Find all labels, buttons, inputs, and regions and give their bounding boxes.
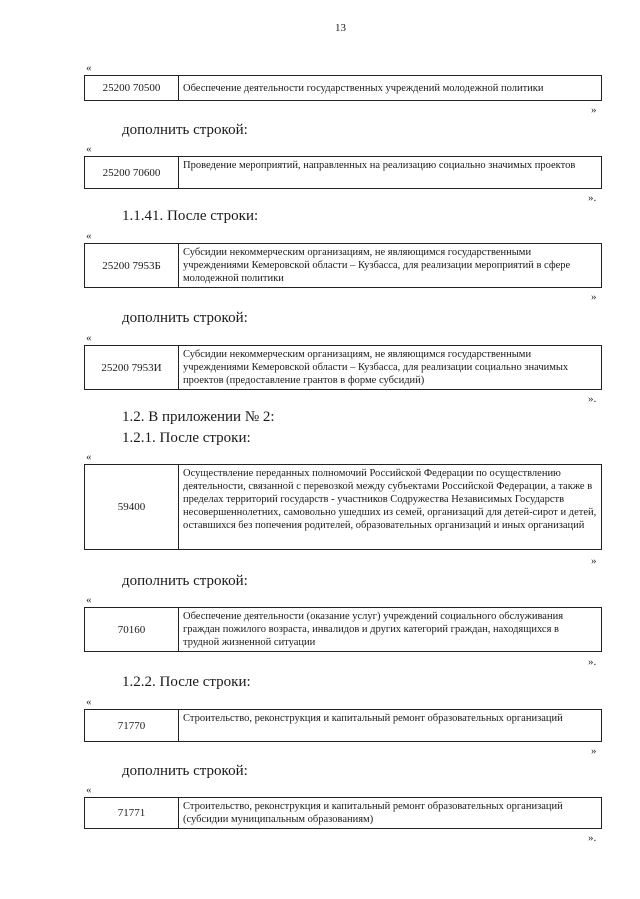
section-heading: 1.2.2. После строки:: [122, 674, 251, 690]
text-cell: Субсидии некоммерческим организациям, не являющимся государственными учреждениями Кемеровской области – Кузбасса, для реализации мероприятий в сфере молодежной политики: [183, 247, 571, 284]
quote-open: «: [86, 143, 92, 155]
quote-open: «: [86, 451, 92, 463]
text-cell: Обеспечение деятельности государственных учреждений молодежной политики: [183, 82, 544, 94]
instruction-heading: дополнить строкой:: [122, 310, 248, 326]
table-row: [84, 243, 602, 288]
instruction-heading: дополнить строкой:: [122, 573, 248, 589]
section-heading: 1.2.1. После строки:: [122, 430, 251, 446]
code-cell: 59400: [85, 465, 179, 549]
code-cell: 70160: [85, 608, 179, 651]
quote-open: «: [86, 784, 92, 796]
quote-close: »: [591, 291, 597, 303]
page-number: 13: [335, 22, 346, 34]
code-cell: 71770: [85, 710, 179, 741]
text-cell: Строительство, реконструкция и капитальный ремонт образовательных организаций (субсидии муниципальным образованиям): [183, 801, 563, 825]
text-cell: Осуществление переданных полномочий Российской Федерации по осуществлению деятельности, связанной с перевозкой между субъектами Российской Федерации, а также в пределах территорий государств - участников Содружества Независимых Государств несовершеннолетних, самовольно ушедших из семей, организаций для детей-сирот и детей, оставшихся без попечения родителей, образовательных организаций и иных организаций: [183, 468, 597, 531]
quote-open: «: [86, 594, 92, 606]
text-cell: Субсидии некоммерческим организациям, не являющимся государственными учреждениями Кемеровской области – Кузбасса, для реализации социально значимых проектов (предоставление грантов в форме субсидий): [183, 349, 569, 386]
table-row: [84, 797, 602, 829]
table-row: [84, 709, 602, 742]
quote-close: ».: [588, 656, 597, 668]
code-cell: 25200 7953Б: [85, 244, 179, 287]
text-cell: Строительство, реконструкция и капитальный ремонт образовательных организаций: [183, 713, 563, 724]
quote-open: «: [86, 62, 92, 74]
instruction-heading: дополнить строкой:: [122, 122, 248, 138]
quote-close: »: [591, 555, 597, 567]
instruction-heading: дополнить строкой:: [122, 763, 248, 779]
quote-open: «: [86, 696, 92, 708]
quote-close: ».: [588, 832, 597, 844]
quote-close: ».: [588, 393, 597, 405]
table-row: [84, 345, 602, 390]
table-row: [84, 156, 602, 189]
quote-close: »: [591, 745, 597, 757]
quote-close: ».: [588, 192, 597, 204]
code-cell: 71771: [85, 798, 179, 828]
text-cell: Обеспечение деятельности (оказание услуг) учреждений социального обслуживания граждан пожилого возраста, инвалидов и других категорий граждан, находящихся в трудной жизненной ситуации: [183, 611, 564, 648]
section-heading: 1.2. В приложении № 2:: [122, 409, 275, 425]
table-row: [84, 464, 602, 550]
code-cell: 25200 7953И: [85, 346, 179, 389]
table-row: [84, 75, 602, 101]
section-heading: 1.1.41. После строки:: [122, 208, 259, 224]
quote-open: «: [86, 332, 92, 344]
quote-close: »: [591, 104, 597, 116]
code-cell: 25200 70600: [85, 157, 179, 188]
code-cell: 25200 70500: [85, 76, 179, 100]
text-cell: Проведение мероприятий, направленных на реализацию социально значимых проектов: [183, 160, 576, 171]
quote-open: «: [86, 230, 92, 242]
table-row: [84, 607, 602, 652]
